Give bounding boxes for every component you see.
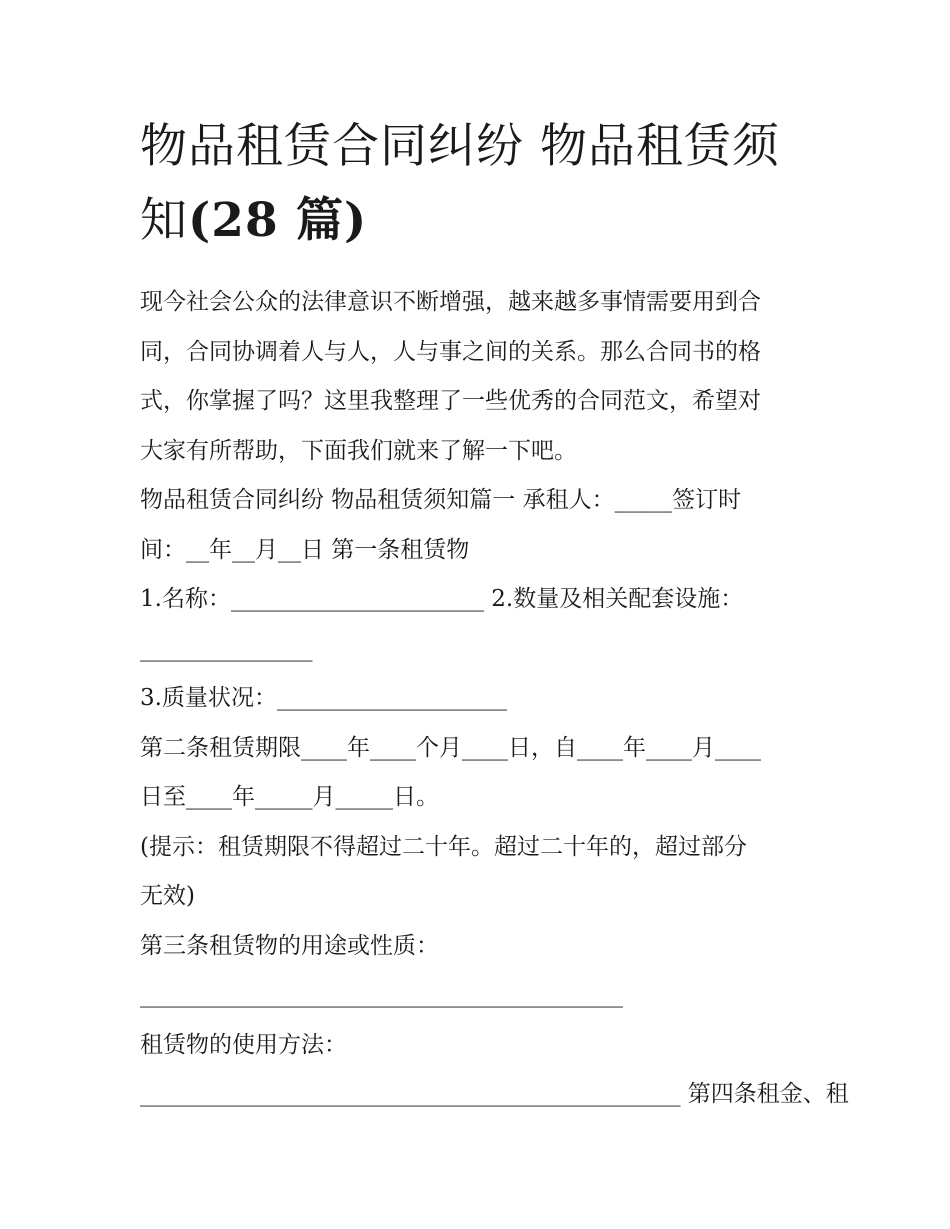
body-line: 大家有所帮助，下面我们就来了解一下吧。 [140,437,577,464]
body-line: 同，合同协调着人与人，人与事之间的关系。那么合同书的格 [140,338,761,365]
body-line: 间：__年__月__日 第一条租赁物 [140,536,470,563]
body-line: 第三条租赁物的用途或性质： [140,932,439,959]
body-line: 物品租赁合同纠纷 物品租赁须知篇一 承租人：_____签订时 [140,487,742,513]
document-page [140,110,849,1120]
body-line: 3.质量状况：____________________ [140,685,507,711]
body-line: __________________________________________ [140,982,623,1008]
body-line: 1.名称：______________________ 2.数量及相关配套设施： [140,586,744,612]
body-line: 式，你掌握了吗？这里我整理了一些优秀的合同范文，希望对 [140,388,761,414]
body-line: 第二条租赁期限____年____个月____日，自____年____月____ [140,734,761,761]
body-line: (提示：租赁期限不得超过二十年。超过二十年的，超过部分 [140,833,747,860]
title-line-2-count: (28 篇) [188,193,368,248]
body-line: 无效) [140,883,195,909]
title-line-2-start: 知 [140,193,188,248]
body-line: _______________ [140,635,313,662]
body-line: 现今社会公众的法律意识不断增强，越来越多事情需要用到合 [140,289,761,315]
body-line: 租赁物的使用方法： [140,1031,347,1058]
body-line: 日至____年_____月_____日。 [140,784,439,810]
document-title [140,110,820,258]
body-line: _______________________________________________ 第四条租金、租 [140,1081,849,1107]
title-line-1: 物品租赁合同纠纷 物品租赁须 [140,119,780,174]
